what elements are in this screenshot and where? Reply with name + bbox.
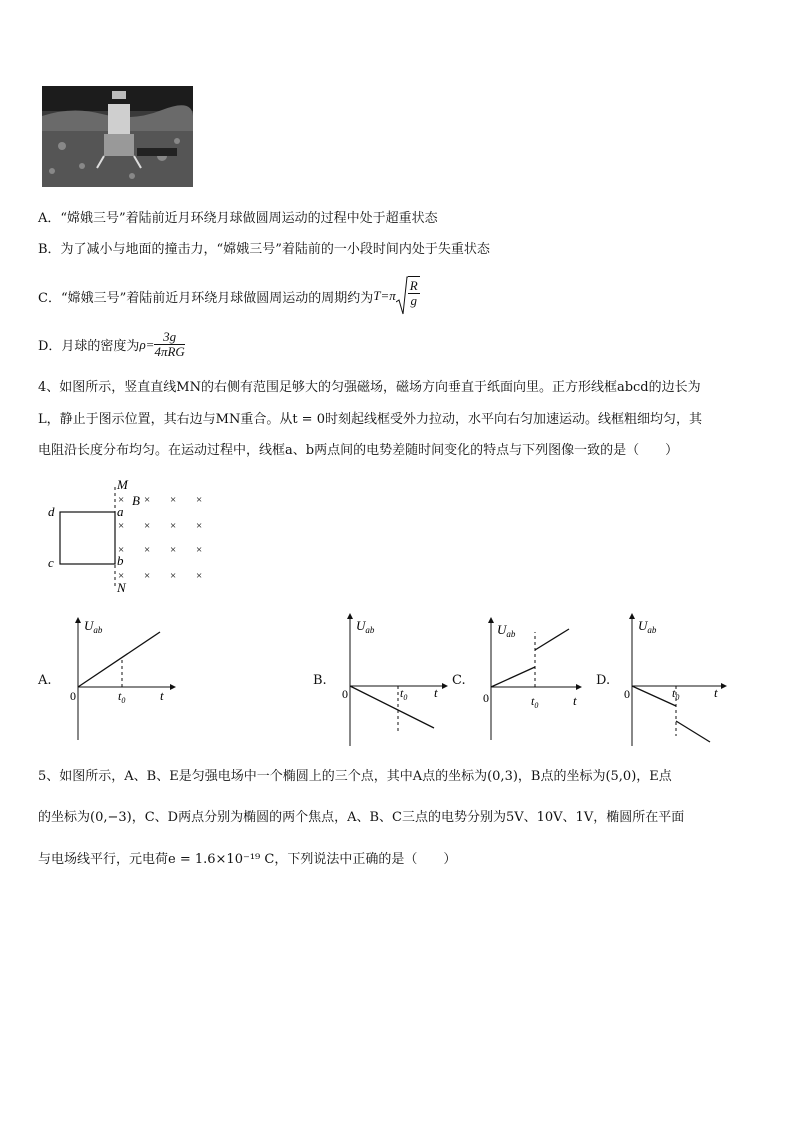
- field-cross: ×: [196, 544, 203, 556]
- label-c: c: [48, 555, 54, 570]
- option-b: B．为了减小与地面的撞击力，“嫦娥三号”着陆前的一小段时间内处于失重状态: [38, 242, 490, 257]
- label-b-field: B: [132, 493, 140, 508]
- graph-d-origin: 0: [624, 687, 630, 701]
- graph-c: [473, 612, 588, 742]
- field-cross: ×: [144, 520, 151, 532]
- graph-b-t0: $t_0$: [400, 686, 408, 702]
- graph-c-xlabel: t: [573, 693, 577, 708]
- graph-c-origin: 0: [483, 691, 489, 705]
- graph-a: [60, 612, 185, 742]
- q4-line-3: 电阻沿长度分布均匀。在运动过程中，线框a、b两点间的电势差随时间变化的特点与下列图像一致的是（ ）: [38, 443, 679, 458]
- graph-d-xlabel: t: [714, 685, 718, 700]
- graph-c-option: C.: [452, 673, 466, 688]
- graph-d-line-1: [632, 686, 676, 706]
- graph-a-origin: 0: [70, 689, 76, 703]
- q5-line-3: 与电场线平行，元电荷e = 1.6×10⁻¹⁹ C，下列说法中正确的是（ ）: [38, 852, 457, 867]
- graph-b-line: [350, 686, 434, 728]
- graph-d: [614, 608, 734, 748]
- option-c: [38, 276, 420, 316]
- option-c-num: R: [409, 278, 418, 293]
- field-cross: ×: [118, 494, 125, 506]
- field-cross: ×: [118, 544, 125, 556]
- field-cross: ×: [144, 570, 151, 582]
- field-cross: ×: [196, 494, 203, 506]
- option-a: A．“嫦娥三号”着陆前近月环绕月球做圆周运动的过程中处于超重状态: [38, 211, 438, 226]
- sqrt-symbol: [396, 276, 420, 316]
- field-cross: ×: [196, 520, 203, 532]
- graph-b: [332, 608, 457, 748]
- label-d: d: [48, 504, 55, 519]
- option-c-fraction: [408, 276, 420, 316]
- graph-a-line: [78, 632, 160, 687]
- field-cross: ×: [170, 494, 177, 506]
- field-cross: ×: [170, 570, 177, 582]
- label-b: b: [117, 553, 124, 568]
- graph-b-ylabel: $U_{ab}$: [356, 618, 375, 635]
- label-a: a: [117, 504, 124, 519]
- magnetic-field-crosses: [118, 494, 202, 582]
- field-cross: ×: [170, 520, 177, 532]
- q4-line-2: L，静止于图示位置，其右边与MN重合。从t = 0时刻起线框受外力拉动，水平向右匀加速运动。线框粗细均匀，其: [38, 412, 702, 427]
- label-m: M: [117, 477, 128, 492]
- option-d-formula-lhs: ρ=: [139, 336, 155, 352]
- graph-a-xlabel: t: [160, 688, 164, 703]
- option-c-den: g: [410, 293, 417, 308]
- graph-a-t0: $t_0$: [118, 689, 126, 705]
- option-d-text: D．月球的密度为: [38, 339, 140, 354]
- chang-e-3-photo: [42, 86, 193, 187]
- graph-d-line-2: [676, 721, 710, 742]
- graph-b-option: B.: [313, 673, 327, 688]
- graph-b-xlabel: t: [434, 685, 438, 700]
- field-cross: ×: [118, 520, 125, 532]
- graph-a-ylabel: $U_{ab}$: [84, 618, 103, 635]
- field-cross: ×: [144, 494, 151, 506]
- graph-c-ylabel: $U_{ab}$: [497, 622, 516, 639]
- option-d-num: 3g: [154, 330, 184, 345]
- graph-d-t0: $t_0$: [672, 686, 680, 702]
- graph-c-line-2: [535, 629, 569, 650]
- frame-in-field-figure: [40, 475, 220, 600]
- option-c-text: C．“嫦娥三号”着陆前近月环绕月球做圆周运动的周期约为: [38, 290, 374, 306]
- q5-line-2: 的坐标为(0,−3)，C、D两点分别为椭圆的两个焦点，A、B、C三点的电势分别为5V、10V、1V，椭圆所在平面: [38, 810, 685, 825]
- q5-line-1: 5、如图所示，A、B、E是匀强电场中一个椭圆上的三个点，其中A点的坐标为(0,3)，B点的坐标为(5,0)，E点: [38, 769, 672, 784]
- graph-d-option: D.: [596, 673, 611, 688]
- graph-c-t0: $t_0$: [531, 694, 539, 710]
- field-cross: ×: [170, 544, 177, 556]
- option-d: [38, 330, 185, 359]
- graph-b-origin: 0: [342, 687, 348, 701]
- field-cross: ×: [144, 544, 151, 556]
- square-frame-abcd: [60, 512, 115, 564]
- option-d-den: 4πRG: [154, 344, 185, 359]
- label-n: N: [117, 580, 126, 595]
- option-d-fraction: [154, 330, 184, 359]
- option-c-formula-lhs: T=π: [373, 288, 396, 303]
- graph-a-option: A.: [38, 673, 52, 688]
- graph-c-line-1: [491, 667, 535, 687]
- q4-line-1: 4、如图所示，竖直直线MN的右侧有范围足够大的匀强磁场，磁场方向垂直于纸面向里。正方形线框abcd的边长为: [38, 380, 701, 395]
- field-cross: ×: [196, 570, 203, 582]
- graph-d-ylabel: $U_{ab}$: [638, 618, 657, 635]
- field-cross: ×: [118, 570, 125, 582]
